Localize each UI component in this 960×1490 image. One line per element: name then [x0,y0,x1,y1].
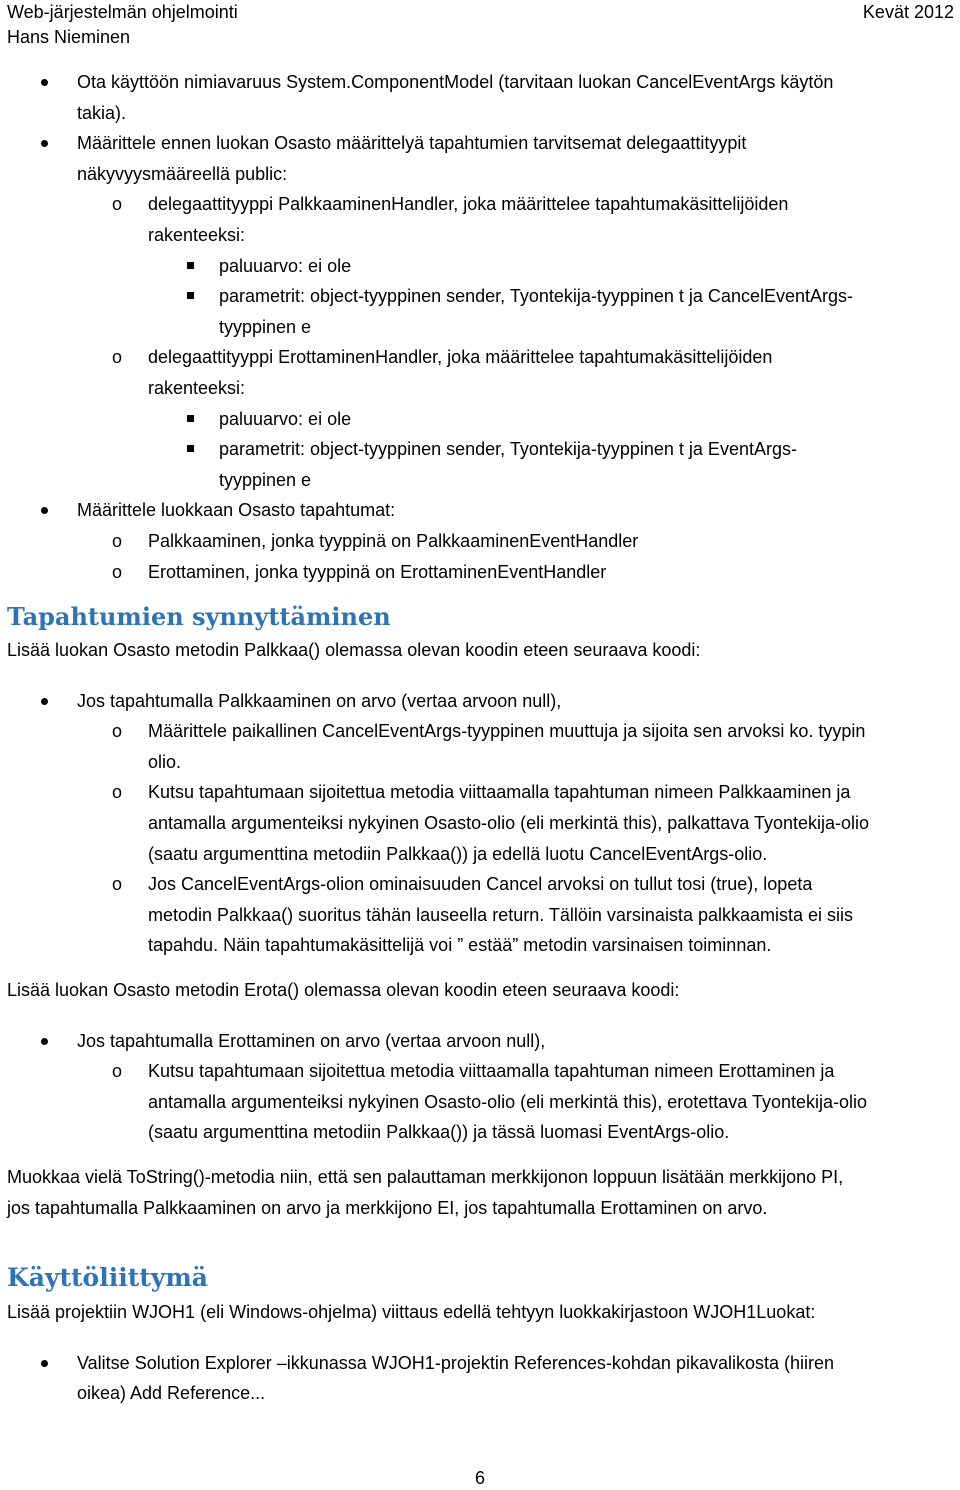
subsublist-item [7,281,957,312]
circle-bullet-icon: o [112,874,123,895]
list-item-text: paluuarvo: ei ole [219,255,352,276]
sublist-item [7,777,957,808]
list-item-text: Määrittele ennen luokan Osasto määrittelyä tapahtumien tarvitsemat delegaattityypit [77,133,747,154]
list-item-text: rakenteeksi: [148,377,246,398]
list-item [7,686,957,717]
list-item-text: Ota käyttöön nimiavaruus System.ComponentModel (tarvitaan luokan CancelEventArgs käytön [77,72,834,92]
document-body [7,67,957,1409]
list-item-text: (saatu argumenttina metodiin Palkkaa()) ja tässä luomasi EventArgs-olio. [148,1122,730,1143]
bullet-icon [41,507,48,514]
list-item-text: Palkkaaminen, jonka tyyppinä on PalkkaaminenEventHandler [148,530,639,551]
list-item-continuation [7,159,957,190]
list-item-text: tyyppinen e [219,469,312,490]
page-number: 6 [474,1468,485,1488]
subsublist-item-continuation [7,465,957,496]
list-item-continuation [7,98,957,129]
bullet-icon [41,79,48,86]
spacer [7,1148,957,1162]
list-item-text: Jos CancelEventArgs-olion ominaisuuden Cancel arvoksi on tullut tosi (true), lopeta [148,874,813,895]
square-bullet-icon [187,262,194,269]
header-line-2 [7,24,954,50]
spacer [7,1006,957,1026]
circle-bullet-icon: o [112,721,123,742]
square-bullet-icon [187,415,194,422]
bullet-icon [41,1360,48,1367]
sublist-item-continuation [7,1087,957,1118]
circle-bullet-icon: o [112,347,123,368]
spacer [7,666,957,686]
list-item-text: Määrittele paikallinen CancelEventArgs-tyyppinen muuttuja ja sijoita sen arvoksi ko. tyypin [148,721,866,742]
author: Hans Nieminen [7,27,131,47]
list-item-text: Jos tapahtumalla Erottaminen on arvo (vertaa arvoon null), [77,1030,546,1051]
list-item-text: takia). [77,102,127,123]
subsublist-item-continuation [7,312,957,343]
paragraph-line: jos tapahtumalla Palkkaaminen on arvo ja merkkijono EI, jos tapahtumalla Erottaminen on arvo. [7,1197,768,1218]
list-item-text: parametrit: object-tyyppinen sender, Tyontekija-tyyppinen t ja CancelEventArgs- [219,286,853,307]
list-item-text: Jos tapahtumalla Palkkaaminen on arvo (vertaa arvoon null), [77,690,562,711]
list-item-continuation [7,1378,957,1409]
paragraph: Lisää luokan Osasto metodin Palkkaa() olemassa olevan koodin eteen seuraava koodi: [7,640,701,661]
list-item-text: näkyvyysmääreellä public: [77,163,288,184]
list-item-text: paluuarvo: ei ole [219,408,352,429]
list-item-text: delegaattityyppi ErottaminenHandler, joka määrittelee tapahtumakäsittelijöiden [148,347,773,368]
list-item-text: Kutsu tapahtumaan sijoitettua metodia viittaamalla tapahtuman nimeen Erottaminen ja [148,1061,835,1082]
square-bullet-icon [187,445,194,452]
sublist-item-continuation [7,900,957,931]
paragraph: Lisää projektiin WJOH1 (eli Windows-ohjelma) viittaus edellä tehtyyn luokkakirjastoon WJOH1Luokat: [7,1302,816,1323]
circle-bullet-icon: o [112,782,123,803]
sublist-item [7,526,957,557]
list-item-text: Määrittele luokkaan Osasto tapahtumat: [77,500,396,521]
list-item-text: antamalla argumenteiksi nykyinen Osasto-olio (eli merkintä this), palkattava Tyontekija-olio [148,813,870,834]
circle-bullet-icon: o [112,561,123,582]
course-title: Web-järjestelmän ohjelmointi [7,2,238,22]
list-item-text: metodin Palkkaa() suoritus tähän lauseella return. Tällöin varsinaista palkkaamista ei siis [148,904,854,925]
list-item [7,1348,957,1379]
spacer [7,961,957,975]
sublist-item-continuation [7,373,957,404]
sublist-item-continuation [7,839,957,870]
header-line-1 [7,0,954,25]
list-item-text: (saatu argumenttina metodiin Palkkaa()) ja edellä luotu CancelEventArgs-olio. [148,843,768,864]
list-item [7,1026,957,1057]
subsublist-item [7,434,957,465]
sublist-item-continuation [7,930,957,961]
section-heading: Tapahtumien synnyttäminen [7,602,391,632]
sublist-item-continuation [7,747,957,778]
sublist-item-continuation [7,220,957,251]
bullet-icon [41,698,48,705]
list-item-text: Kutsu tapahtumaan sijoitettua metodia viittaamalla tapahtuman nimeen Palkkaaminen ja [148,782,851,803]
bullet-icon [41,140,48,147]
paragraph-line: Muokkaa vielä ToString()-metodia niin, että sen palauttaman merkkijonon loppuun lisätään merkkijono PI, [7,1167,844,1187]
list-item-text: oikea) Add Reference... [77,1383,266,1404]
list-item-text: tyyppinen e [219,316,312,337]
sublist-item-continuation [7,808,957,839]
sublist-item [7,189,957,220]
bullet-icon [41,1038,48,1045]
sublist-item [7,1056,957,1087]
subsublist-item [7,251,957,282]
list-item [7,67,957,98]
circle-bullet-icon: o [112,530,123,551]
subsublist-item [7,404,957,435]
spacer [7,1328,957,1348]
list-item-text: delegaattityyppi PalkkaaminenHandler, joka määrittelee tapahtumakäsittelijöiden [148,194,789,215]
circle-bullet-icon: o [112,1061,123,1082]
list-item-text: parametrit: object-tyyppinen sender, Tyontekija-tyyppinen t ja EventArgs- [219,439,797,460]
sublist-item [7,869,957,900]
list-item [7,495,957,526]
term: Kevät 2012 [862,2,954,22]
list-item [7,128,957,159]
list-item-text: Erottaminen, jonka tyyppinä on ErottaminenEventHandler [148,561,607,582]
list-item-text: Valitse Solution Explorer –ikkunassa WJOH1-projektin References-kohdan pikavalikosta (hiiren [77,1352,835,1373]
sublist-item [7,716,957,747]
sublist-item [7,557,957,588]
circle-bullet-icon: o [112,194,123,215]
paragraph: Lisää luokan Osasto metodin Erota() olemassa olevan koodin eteen seuraava koodi: [7,980,680,1001]
list-item-text: tapahdu. Näin tapahtumakäsittelijä voi ” estää” metodin varsinaisen toiminnan. [148,935,772,956]
list-item-text: rakenteeksi: [148,224,246,245]
list-item-text: antamalla argumenteiksi nykyinen Osasto-olio (eli merkintä this), erotettava Tyontekija-olio [148,1091,867,1112]
square-bullet-icon [187,292,194,299]
list-item-text: olio. [148,751,182,772]
section-heading: Käyttöliittymä [7,1263,208,1293]
sublist-item [7,342,957,373]
sublist-item-continuation [7,1117,957,1148]
